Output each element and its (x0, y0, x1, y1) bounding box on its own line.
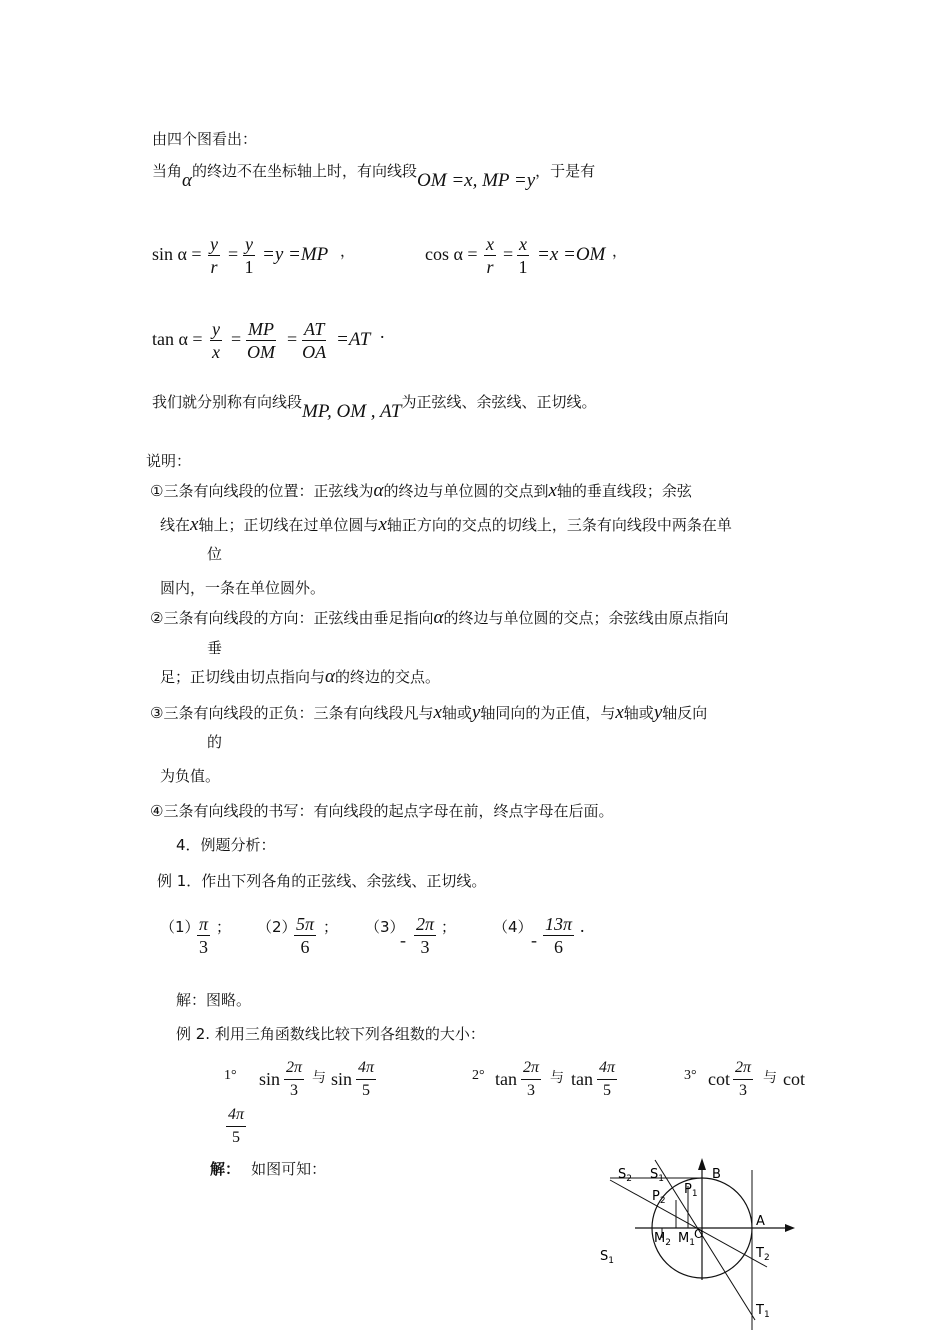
label-sub: 2 (665, 1238, 671, 1248)
fraction (246, 318, 276, 363)
fraction (733, 1057, 753, 1102)
cos-rhs: =x =OM (537, 244, 606, 265)
numerator: 2π (521, 1057, 541, 1080)
note-2-line-2 (160, 666, 440, 688)
numerator: y (210, 234, 218, 254)
note-1-line-3: 圆内，一条在单位圆外。 (160, 579, 326, 597)
fraction (226, 1104, 246, 1149)
numerator: 4π (597, 1057, 617, 1080)
conj: 与 (550, 1070, 564, 1086)
label-sub: 2 (763, 1253, 770, 1263)
text: 当角 (152, 162, 183, 180)
fraction (243, 233, 255, 278)
text: 轴上；正切线在过单位圆与 (198, 516, 379, 534)
alpha-symbol: α (433, 607, 444, 628)
minus: - (400, 930, 406, 950)
numerator: y (245, 234, 253, 254)
text: 的终边的交点。 (335, 668, 441, 686)
note-4: ④三条有向线段的书写：有向线段的起点字母在前，终点字母在后面。 (150, 802, 614, 820)
fraction (521, 1057, 541, 1102)
label-m2 (654, 1231, 671, 1248)
label-main: M (678, 1231, 690, 1246)
sin-lhs: sin α = (152, 244, 202, 264)
label-a: A (756, 1214, 765, 1229)
label-main: T (756, 1246, 764, 1261)
numerator: π (199, 914, 209, 934)
y-axis-arrow-icon (698, 1158, 706, 1170)
intro-line-2 (152, 160, 596, 191)
conj: 与 (312, 1070, 326, 1086)
comma: ， (340, 242, 356, 260)
denominator: r (210, 257, 218, 277)
fraction (302, 318, 326, 363)
label-sub: 1 (691, 1189, 698, 1199)
fraction (284, 1057, 304, 1102)
fraction (356, 1057, 376, 1102)
example-1: 例 1．作出下列各角的正弦线、余弦线、正切线。 (157, 872, 487, 890)
label-p1 (684, 1182, 698, 1199)
denominator: r (486, 257, 494, 277)
tan-lhs: tan α = (152, 329, 203, 349)
item-label: （1） (160, 918, 200, 936)
semicolon: ； (441, 918, 457, 936)
label-sub: 2 (659, 1196, 666, 1206)
label-sub: 1 (689, 1238, 695, 1248)
fraction (543, 913, 574, 958)
minus: - (531, 930, 537, 950)
text: 的终边不在坐标轴上时，有向线段 (192, 162, 418, 180)
denominator: 3 (739, 1082, 747, 1099)
denominator: 3 (199, 937, 209, 957)
fraction (484, 233, 496, 278)
fraction (294, 913, 316, 958)
label-sub: 1 (763, 1310, 770, 1320)
fraction (414, 913, 436, 958)
x-symbol: x (190, 514, 199, 535)
x-symbol: x (378, 514, 387, 535)
denominator: 5 (362, 1082, 370, 1099)
denominator: 1 (244, 257, 254, 277)
naming-line (152, 391, 597, 422)
note-1-wrap: 位 (207, 545, 223, 563)
text: ②三条有向线段的方向：正弦线由垂足指向 (150, 609, 434, 627)
func-sin: sin (331, 1069, 353, 1089)
text: 足；正切线由切点指向与 (160, 668, 326, 686)
denominator: OA (302, 342, 327, 362)
numerator: 4π (226, 1104, 246, 1127)
x-symbol: x (548, 480, 557, 501)
label-b: B (712, 1167, 721, 1182)
denominator: 6 (300, 937, 310, 957)
text: 的终边与单位圆的交点到 (383, 482, 549, 500)
note-3-wrap: 的 (207, 733, 223, 751)
intro-line-1: 由四个图看出： (152, 130, 258, 148)
text: ①三条有向线段的位置：正弦线为 (150, 482, 374, 500)
label-sub: 2 (626, 1174, 632, 1184)
math: OM =x, MP =y (417, 170, 536, 191)
item-label: （2） (257, 918, 297, 936)
label-s2 (618, 1167, 632, 1184)
item-label: 3° (684, 1068, 697, 1083)
solution-1: 解：图略。 (176, 991, 252, 1009)
unit-circle-figure (590, 1150, 805, 1335)
denominator: 5 (603, 1082, 611, 1099)
text: 轴反向 (662, 704, 708, 722)
label-main: P (652, 1189, 660, 1204)
fraction (517, 233, 529, 278)
note-1-line-1 (150, 480, 692, 502)
y-symbol: y (653, 702, 663, 723)
example-2: 例 2. 利用三角函数线比较下列各组数的大小： (176, 1025, 485, 1043)
denominator: 1 (518, 257, 528, 277)
alpha-symbol: α (373, 480, 384, 501)
item-label: （3） (365, 918, 405, 936)
numerator: 2π (733, 1057, 753, 1080)
fraction (597, 1057, 617, 1102)
alpha-symbol: α (325, 666, 335, 687)
solution-text: 如图可知： (251, 1160, 327, 1178)
numerator: 4π (356, 1057, 376, 1080)
denominator: OM (247, 342, 275, 362)
numerator: 2π (284, 1057, 304, 1080)
period: . (380, 322, 385, 342)
label-o: O (694, 1227, 704, 1241)
comma: ， (612, 242, 628, 260)
sin-rhs: =y =MP (262, 244, 329, 265)
text: 轴或 (623, 704, 654, 722)
label-m1 (678, 1231, 695, 1248)
text: 我们就分别称有向线段 (152, 393, 303, 411)
text: 为正弦线、余弦线、正切线。 (401, 393, 597, 411)
notes-title: 说明： (146, 452, 192, 470)
equals: = (228, 244, 239, 264)
label-t1 (755, 1303, 770, 1320)
equals: = (287, 329, 298, 349)
label-p2 (652, 1189, 666, 1206)
text: 线在 (160, 516, 191, 534)
denominator: 3 (420, 937, 430, 957)
y-symbol: y (471, 702, 481, 723)
solution-label: 解： (210, 1160, 241, 1178)
numerator: 2π (416, 914, 435, 934)
item-label: 2° (472, 1068, 485, 1083)
x-symbol: x (615, 702, 624, 723)
label-main: S (600, 1249, 609, 1264)
text: 轴的垂直线段；余弦 (556, 482, 692, 500)
label-sub: 1 (608, 1256, 614, 1266)
solution-2 (210, 1158, 326, 1179)
alpha-symbol: α (182, 170, 192, 191)
denominator: 3 (527, 1082, 535, 1099)
func-tan: tan (571, 1069, 593, 1089)
note-2-line-1 (150, 607, 728, 629)
numerator: y (212, 319, 220, 339)
note-3-line-2: 为负值。 (160, 767, 221, 785)
text: 轴同向的为正值，与 (480, 704, 616, 722)
denominator: 6 (554, 937, 564, 957)
denominator: x (212, 342, 220, 362)
conj: 与 (763, 1070, 777, 1086)
func-sin: sin (259, 1069, 281, 1089)
text: 轴或 (441, 704, 472, 722)
tan-rhs: =AT (336, 329, 371, 350)
numerator: MP (248, 319, 274, 339)
func-cot: cot (783, 1069, 805, 1089)
fraction (210, 318, 222, 363)
label-sub: 1 (658, 1174, 664, 1184)
item-label: 1° (224, 1068, 237, 1083)
label-t2 (755, 1246, 770, 1263)
denominator: 3 (290, 1082, 298, 1099)
text: 轴正方向的交点的切线上，三条有向线段中两条在单 (386, 516, 732, 534)
semicolon: ； (323, 918, 339, 936)
item-label: （4） (493, 918, 533, 936)
period: . (580, 916, 585, 936)
cos-lhs: cos α = (425, 244, 478, 264)
x-symbol: x (433, 702, 442, 723)
note-1-line-2 (160, 514, 732, 536)
label-main: S (650, 1167, 659, 1182)
denominator: 5 (232, 1129, 240, 1146)
label-main: P (684, 1182, 692, 1197)
label-main: M (654, 1231, 666, 1246)
note-2-wrap: 垂 (207, 639, 223, 657)
equals: = (231, 329, 242, 349)
numerator: x (519, 234, 527, 254)
semicolon: ； (216, 918, 232, 936)
note-3-line-1 (150, 702, 707, 724)
fraction (208, 233, 220, 278)
numerator: x (486, 234, 494, 254)
label-main: T (756, 1303, 764, 1318)
label-main: S (618, 1167, 627, 1182)
func-tan: tan (495, 1069, 517, 1089)
label-s1 (650, 1167, 664, 1184)
numerator: 13π (545, 914, 573, 934)
examples-heading: 4．例题分析： (176, 836, 276, 854)
math: MP, OM , AT (302, 401, 402, 422)
x-axis-arrow-icon (785, 1224, 795, 1232)
label-s1-left (600, 1249, 614, 1266)
numerator: 5π (296, 914, 315, 934)
text: ，于是有 (535, 162, 596, 180)
equals: = (503, 244, 514, 264)
numerator: AT (304, 319, 325, 339)
text: ③三条有向线段的正负：三条有向线段凡与 (150, 704, 434, 722)
fraction (197, 913, 210, 958)
text: 的终边与单位圆的交点；余弦线由原点指向 (443, 609, 729, 627)
func-cot: cot (708, 1069, 730, 1089)
